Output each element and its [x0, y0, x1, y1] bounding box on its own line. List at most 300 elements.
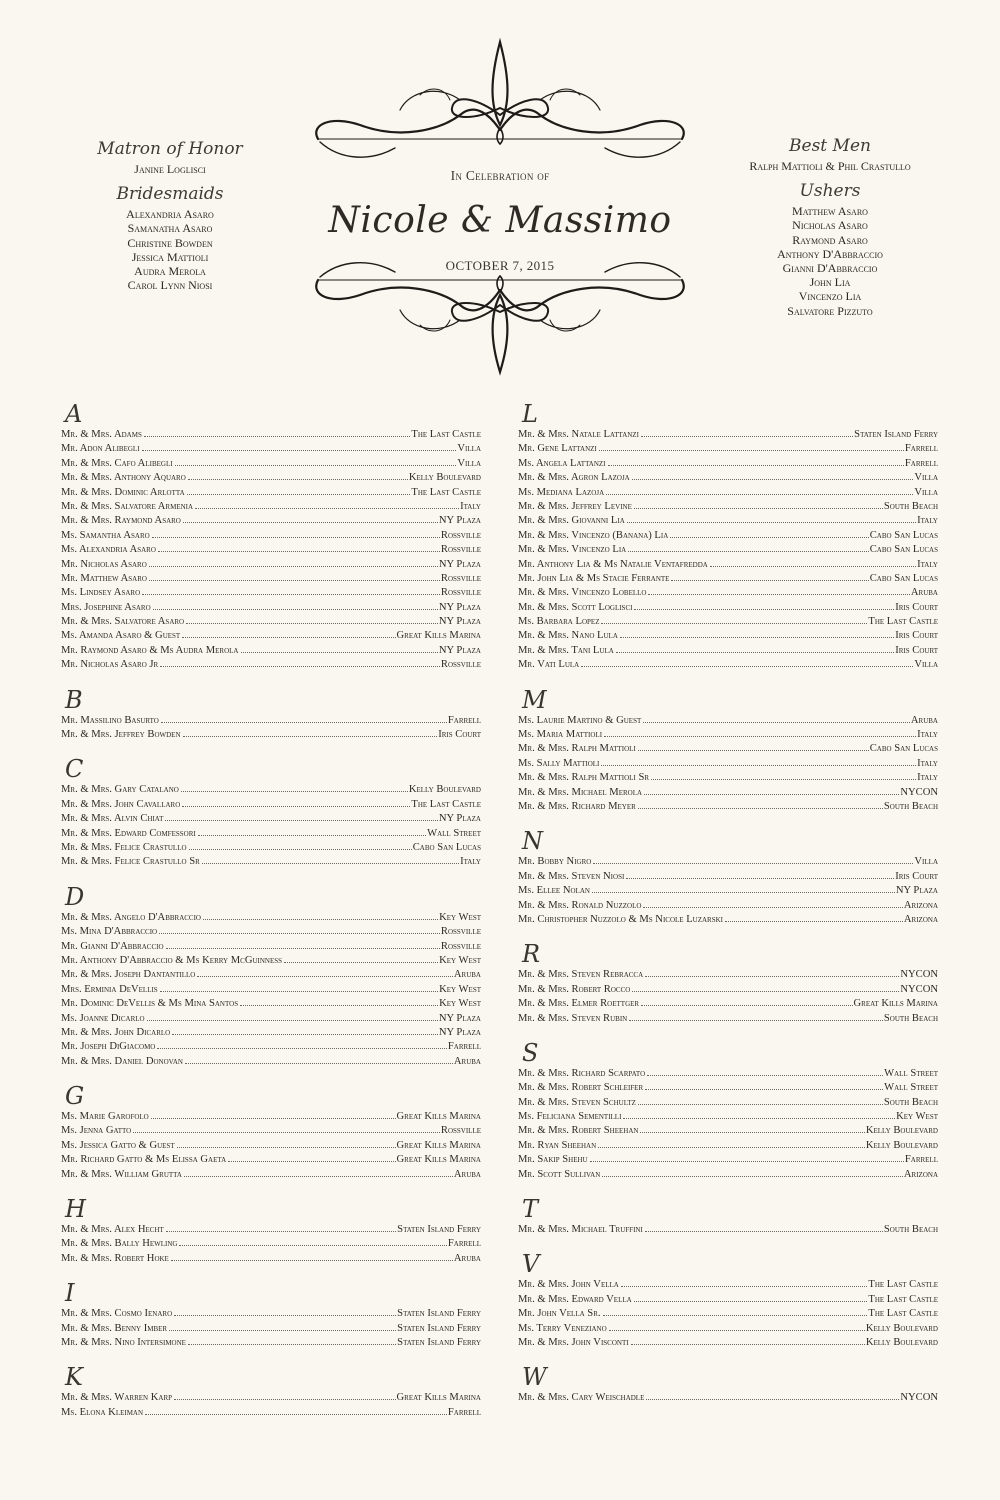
letter-section: [61, 1084, 481, 1183]
table-name: Farrell: [904, 457, 938, 469]
guest-name: Mr. & Mrs. Edward Vella: [518, 1293, 632, 1305]
dotted-leader: [174, 1399, 396, 1400]
guest-row: [61, 1013, 481, 1027]
guest-row: [61, 1125, 481, 1139]
guest-row: [61, 429, 481, 443]
table-name: Aruba: [453, 1168, 481, 1180]
table-name: Key West: [439, 998, 481, 1010]
dotted-leader: [602, 1176, 903, 1177]
table-name: The Last Castle: [868, 1308, 938, 1320]
table-name: Rossville: [440, 940, 481, 952]
dotted-leader: [203, 919, 438, 920]
table-name: Key West: [439, 911, 481, 923]
dotted-leader: [147, 1020, 438, 1021]
guest-column-left: [61, 402, 481, 1435]
guest-name: Mr. Anthony Lia & Ms Natalie Ventafredda: [518, 558, 708, 570]
letter-section: [518, 829, 938, 928]
guest-name: Mr. & Mrs. Alex Hecht: [61, 1224, 164, 1236]
guest-name: Mr. Christopher Nuzzolo & Ms Nicole Luzarski: [518, 913, 723, 925]
section-letter-monogram: A: [65, 400, 83, 428]
letter-section: [518, 1365, 938, 1406]
guest-name: Mr. & Mrs. John Cavallaro: [61, 798, 181, 810]
guest-column-right: [518, 402, 938, 1421]
guest-name: Mr. & Mrs. Warren Karp: [61, 1392, 172, 1404]
dotted-leader: [133, 1132, 440, 1133]
dotted-leader: [626, 878, 894, 879]
guest-row: [518, 772, 938, 786]
dotted-leader: [240, 1005, 438, 1006]
table-name: NY Plaza: [438, 601, 481, 613]
table-name: Rossville: [440, 1125, 481, 1137]
celebration-caption: In Celebration of: [450, 168, 550, 183]
guest-row: [518, 1337, 938, 1351]
guest-row: [61, 587, 481, 601]
party-member-name: Raymond Asaro: [792, 232, 868, 247]
section-letter-monogram: L: [522, 400, 538, 428]
dotted-leader: [228, 1161, 395, 1162]
guest-name: Mr. & Mrs. Daniel Donovan: [61, 1055, 183, 1067]
dotted-leader: [169, 1330, 396, 1331]
table-name: Farrell: [904, 1154, 938, 1166]
table-name: Italy: [917, 558, 938, 570]
guest-row: [61, 1169, 481, 1183]
table-name: Great Kills Marina: [396, 1139, 481, 1151]
dotted-leader: [183, 736, 438, 737]
dotted-leader: [634, 609, 894, 610]
dotted-leader: [160, 991, 438, 992]
dotted-leader: [629, 1020, 883, 1021]
section-letter-monogram: C: [65, 755, 84, 784]
guest-row: [61, 458, 481, 472]
dotted-leader: [145, 1414, 447, 1415]
dotted-leader: [172, 1034, 438, 1035]
guest-row: [518, 630, 938, 644]
table-name: Villa: [914, 472, 938, 484]
guest-row: [518, 998, 938, 1012]
guest-name: Ms. Elona Kleiman: [61, 1406, 144, 1418]
guest-row: [518, 1224, 938, 1238]
dotted-leader: [651, 779, 916, 780]
dotted-leader: [174, 1315, 396, 1316]
dotted-leader: [181, 791, 408, 792]
guest-row: [518, 729, 938, 743]
wedding-party-right: [700, 137, 960, 318]
guest-name: Mr. & Mrs. Adams: [61, 429, 142, 440]
party-member-name: Ralph Mattioli & Phil Crastullo: [749, 159, 911, 173]
party-member-name: Christine Bowden: [127, 235, 213, 250]
guest-row: [518, 530, 938, 544]
table-name: NYCON: [900, 1392, 938, 1404]
guest-row: [61, 813, 481, 827]
guest-name: Mr. & Mrs. Michael Truffini: [518, 1224, 643, 1236]
guest-name: Mr. & Mrs. William Grutta: [61, 1168, 182, 1180]
guest-row: [518, 801, 938, 815]
guest-row: [61, 616, 481, 630]
table-name: Arizona: [903, 1168, 938, 1180]
table-name: Cabo San Lucas: [869, 572, 938, 584]
guest-name: Ms. Jessica Gatto & Guest: [61, 1139, 175, 1151]
dotted-leader: [627, 522, 916, 523]
guest-name: Mr. & Mrs. Salvatore Asaro: [61, 616, 185, 628]
guest-name: Mr. & Mrs. Dominic Arlotta: [61, 486, 185, 498]
guest-name: Mr. & Mrs. John Vella: [518, 1279, 619, 1291]
guest-name: Mr. & Mrs. Tani Lula: [518, 644, 614, 656]
guest-name: Mr. Bobby Nigro: [518, 856, 592, 868]
dotted-leader: [645, 1089, 883, 1090]
dotted-leader: [186, 623, 438, 624]
table-name: NY Plaza: [438, 1012, 481, 1024]
table-name: Farrell: [447, 1041, 481, 1053]
table-name: Cabo San Lucas: [412, 841, 481, 853]
dotted-leader: [189, 849, 412, 850]
table-name: Rossville: [440, 659, 481, 671]
dotted-leader: [160, 666, 440, 667]
guest-name: Mr. & Mrs. Robert Hoke: [61, 1252, 169, 1264]
guest-row: [518, 1140, 938, 1154]
guest-name: Mr. & Mrs. Ronald Nuzzolo: [518, 899, 642, 911]
guest-row: [61, 1308, 481, 1322]
table-name: Italy: [917, 772, 938, 784]
guest-row: [61, 715, 481, 729]
guest-row: [61, 1140, 481, 1154]
guest-name: Mr. & Mrs. Nino Intersimone: [61, 1336, 186, 1348]
dotted-leader: [187, 494, 411, 495]
guest-row: [61, 1337, 481, 1351]
guest-name: Mr. & Mrs. Angelo D'Abbraccio: [61, 911, 201, 923]
guest-name: Mr. & Mrs. Bally Hewling: [61, 1238, 178, 1250]
guest-row: [61, 559, 481, 573]
table-name: Rossville: [440, 587, 481, 599]
guest-name: Mr. & Mrs. Jeffrey Bowden: [61, 729, 181, 741]
table-name: Great Kills Marina: [396, 1111, 481, 1123]
guest-name: Mr. & Mrs. Ralph Mattioli Sr: [518, 772, 649, 784]
dotted-leader: [671, 580, 868, 581]
dotted-leader: [620, 637, 894, 638]
table-name: Iris Court: [895, 601, 938, 613]
dotted-leader: [632, 479, 914, 480]
table-name: The Last Castle: [868, 616, 938, 628]
section-letter-monogram: S: [522, 1038, 539, 1067]
party-role-heading: Bridesmaids: [116, 184, 224, 205]
guest-row: [518, 645, 938, 659]
table-name: South Beach: [883, 1224, 938, 1236]
guest-name: Mr. & Mrs. Cosmo Ienaro: [61, 1308, 173, 1320]
dotted-leader: [603, 1315, 868, 1316]
guest-row: [518, 659, 938, 673]
guest-name: Mr. Ryan Sheehan: [518, 1139, 597, 1151]
dotted-leader: [628, 551, 868, 552]
dotted-leader: [590, 1161, 904, 1162]
section-letter-monogram: G: [65, 1082, 85, 1111]
party-member-name: Samanatha Asaro: [127, 221, 213, 236]
guest-row: [61, 998, 481, 1012]
table-name: Staten Island Ferry: [397, 1322, 481, 1334]
guest-name: Mr. Nicholas Asaro: [61, 558, 147, 570]
party-member-name: Salvatore Pizzuto: [787, 303, 873, 318]
guest-row: [61, 472, 481, 486]
table-name: Wall Street: [884, 1082, 938, 1094]
dotted-leader: [638, 1104, 883, 1105]
table-name: NYCON: [900, 786, 938, 798]
guest-row: [61, 1407, 481, 1421]
guest-row: [61, 645, 481, 659]
guest-row: [518, 969, 938, 983]
table-name: Farrell: [447, 1406, 481, 1418]
letter-section: [61, 402, 481, 674]
party-member-name: Alexandria Asaro: [126, 207, 214, 222]
guest-name: Mr. Scott Sullivan: [518, 1168, 601, 1180]
table-name: NY Plaza: [895, 885, 938, 897]
table-name: Great Kills Marina: [396, 630, 481, 642]
table-name: Italy: [460, 500, 481, 512]
dotted-leader: [182, 806, 410, 807]
guest-name: Ms. Terry Veneziano: [518, 1322, 607, 1334]
dotted-leader: [593, 863, 913, 864]
dotted-leader: [144, 436, 411, 437]
dotted-leader: [632, 991, 899, 992]
table-name: Key West: [439, 954, 481, 966]
guest-row: [61, 729, 481, 743]
dotted-leader: [608, 465, 904, 466]
guest-name: Mr. & Mrs. Vincenzo Lobello: [518, 587, 647, 599]
table-name: Kelly Boulevard: [408, 784, 481, 796]
dotted-leader: [641, 1005, 852, 1006]
dotted-leader: [171, 1260, 453, 1261]
table-name: Kelly Boulevard: [865, 1139, 938, 1151]
guest-row: [518, 1294, 938, 1308]
dotted-leader: [198, 835, 426, 836]
dotted-leader: [601, 765, 916, 766]
guest-name: Ms. Maria Mattioli: [518, 729, 603, 741]
guest-row: [61, 1027, 481, 1041]
dotted-leader: [166, 1231, 396, 1232]
guest-row: [61, 443, 481, 457]
guest-row: [61, 926, 481, 940]
guest-name: Mr. John Vella Sr.: [518, 1308, 601, 1320]
guest-row: [518, 1068, 938, 1082]
party-member-name: Gianni D'Abbraccio: [782, 261, 878, 276]
section-letter-monogram: N: [522, 827, 543, 856]
guest-name: Mr. & Mrs. Alvin Chiat: [61, 813, 164, 825]
dotted-leader: [581, 666, 913, 667]
guest-name: Mr. Matthew Asaro: [61, 572, 147, 584]
guest-row: [518, 1125, 938, 1139]
table-name: South Beach: [883, 1012, 938, 1024]
guest-row: [61, 969, 481, 983]
table-name: Villa: [457, 457, 481, 469]
guest-row: [61, 1323, 481, 1337]
guest-row: [518, 743, 938, 757]
guest-name: Mr. Dominic DeVellis & Ms Mina Santos: [61, 998, 239, 1010]
guest-name: Mr. Nicholas Asaro Jr: [61, 659, 159, 671]
table-name: The Last Castle: [411, 798, 481, 810]
dotted-leader: [621, 1286, 868, 1287]
table-name: Aruba: [453, 1252, 481, 1264]
guest-name: Mr. & Mrs. Jeffrey Levine: [518, 500, 632, 512]
section-letter-monogram: T: [522, 1195, 539, 1224]
guest-name: Mr. & Mrs. Richard Scarpato: [518, 1067, 646, 1079]
dotted-leader: [645, 1231, 883, 1232]
guest-name: Mr. Vati Lula: [518, 659, 580, 671]
guest-row: [518, 856, 938, 870]
dotted-leader: [152, 537, 440, 538]
guest-name: Mr. & Mrs. Cafo Alibegli: [61, 457, 173, 469]
guest-name: Mr. Joseph DiGiacomo: [61, 1041, 156, 1053]
letter-section: [61, 1365, 481, 1421]
guest-name: Mr. & Mrs. Robert Schleifer: [518, 1082, 644, 1094]
guest-name: Mr. Adon Alibegli: [61, 443, 140, 455]
dotted-leader: [149, 580, 440, 581]
dotted-leader: [634, 508, 883, 509]
party-role-heading: Ushers: [799, 181, 861, 202]
letter-section: [61, 685, 481, 744]
guest-name: Mr. & Mrs. Felice Crastullo Sr: [61, 856, 200, 868]
section-letter-monogram: M: [522, 685, 547, 714]
dotted-leader: [616, 652, 894, 653]
dotted-leader: [592, 892, 895, 893]
guest-row: [61, 1041, 481, 1055]
guest-name: Mr. & Mrs. Benny Imber: [61, 1322, 168, 1334]
guest-row: [61, 828, 481, 842]
dotted-leader: [153, 609, 438, 610]
table-name: Farrell: [904, 443, 938, 455]
party-member-name: Vincenzo Lia: [798, 289, 862, 304]
dotted-leader: [644, 794, 899, 795]
guest-name: Mr. & Mrs. Nano Lula: [518, 630, 618, 642]
dotted-leader: [606, 494, 913, 495]
guest-row: [518, 559, 938, 573]
guest-name: Ms. Joanne Dicarlo: [61, 1012, 145, 1024]
guest-name: Mr. & Mrs. Gary Catalano: [61, 784, 179, 796]
guest-name: Ms. Marie Garofolo: [61, 1111, 149, 1123]
letter-section: [61, 882, 481, 1070]
guest-name: Ms. Mediana Lazoja: [518, 486, 605, 498]
guest-row: [518, 429, 938, 443]
guest-row: [61, 1056, 481, 1070]
guest-name: Ms. Alexandria Asaro: [61, 544, 156, 556]
guest-row: [61, 1392, 481, 1406]
party-member-name: Audra Merola: [134, 264, 206, 279]
guest-row: [518, 1169, 938, 1183]
guest-name: Mr. & Mrs. Michael Merola: [518, 786, 643, 798]
guest-name: Mrs. Erminia DeVellis: [61, 983, 158, 995]
guest-row: [61, 984, 481, 998]
table-name: Arizona: [903, 899, 938, 911]
section-letter-monogram: B: [65, 685, 83, 714]
table-name: Wall Street: [427, 827, 481, 839]
table-name: NYCON: [900, 983, 938, 995]
dotted-leader: [647, 1075, 883, 1076]
party-member-name: Janine Loglisci: [134, 162, 206, 176]
guest-name: Mr. & Mrs. Salvatore Armenia: [61, 500, 194, 512]
table-name: Iris Court: [438, 729, 481, 741]
guest-name: Mr. Raymond Asaro & Ms Audra Merola: [61, 644, 239, 656]
guest-row: [518, 984, 938, 998]
dotted-leader: [183, 522, 438, 523]
guest-name: Mr. & Mrs. Agron Lazoja: [518, 472, 630, 484]
guest-name: Mr. Massilino Basurto: [61, 714, 159, 726]
section-letter-monogram: D: [65, 882, 85, 911]
dotted-leader: [648, 594, 909, 595]
dotted-leader: [645, 976, 899, 977]
guest-row: [61, 659, 481, 673]
guest-name: Mr. Gianni D'Abbraccio: [61, 940, 164, 952]
guest-row: [518, 458, 938, 472]
dotted-leader: [601, 623, 867, 624]
table-name: NY Plaza: [438, 644, 481, 656]
dotted-leader: [623, 1118, 895, 1119]
letter-section: [61, 1281, 481, 1351]
dotted-leader: [165, 820, 438, 821]
table-name: Key West: [439, 983, 481, 995]
guest-name: Mr. & Mrs. Joseph Dantantillo: [61, 969, 196, 981]
guest-name: Mr. & Mrs. Giovanni Lia: [518, 515, 625, 527]
guest-name: Mr. & Mrs. Elmer Roettger: [518, 998, 640, 1010]
letter-section: [518, 402, 938, 674]
table-name: Staten Island Ferry: [397, 1224, 481, 1236]
dotted-leader: [631, 1344, 865, 1345]
party-member-name: Matthew Asaro: [792, 204, 868, 219]
dotted-leader: [151, 1118, 396, 1119]
guest-row: [61, 842, 481, 856]
guest-name: Ms. Feliciana Sementilli: [518, 1111, 622, 1123]
dotted-leader: [179, 1245, 446, 1246]
table-name: The Last Castle: [868, 1279, 938, 1291]
guest-name: Mr. Sakip Shehu: [518, 1154, 588, 1166]
table-name: Villa: [914, 659, 938, 671]
letter-section: [518, 942, 938, 1027]
guest-row: [61, 630, 481, 644]
letter-section: [61, 757, 481, 870]
couple-names: Nicole & Massimo: [328, 200, 672, 241]
dotted-leader: [202, 863, 459, 864]
table-name: Farrell: [447, 1238, 481, 1250]
dotted-leader: [161, 722, 447, 723]
table-name: The Last Castle: [411, 486, 481, 498]
guest-row: [61, 784, 481, 798]
guest-name: Mr. & Mrs. Edward Comfessori: [61, 827, 196, 839]
dotted-leader: [643, 907, 902, 908]
table-name: Staten Island Ferry: [397, 1336, 481, 1348]
table-name: Rossville: [440, 572, 481, 584]
table-name: Italy: [460, 856, 481, 868]
guest-name: Ms. Samantha Asaro: [61, 529, 150, 541]
guest-name: Mr. & Mrs. Ralph Mattioli: [518, 743, 636, 755]
guest-name: Mr. & Mrs. Steven Rubin: [518, 1012, 628, 1024]
party-member-name: John Lia: [809, 275, 851, 290]
table-name: Kelly Boulevard: [865, 1125, 938, 1137]
guest-row: [518, 1097, 938, 1111]
guest-name: Mr. & Mrs. Felice Crastullo: [61, 841, 187, 853]
guest-row: [518, 914, 938, 928]
party-member-name: Nicholas Asaro: [792, 218, 868, 233]
table-name: Great Kills Marina: [853, 998, 938, 1010]
table-name: NY Plaza: [438, 558, 481, 570]
table-name: NY Plaza: [438, 1026, 481, 1038]
guest-row: [518, 758, 938, 772]
guest-name: Mr. & Mrs. Cary Weischadle: [518, 1392, 645, 1404]
guest-row: [518, 602, 938, 616]
guest-row: [518, 515, 938, 529]
wedding-date: OCTOBER 7, 2015: [445, 258, 555, 273]
guest-row: [518, 885, 938, 899]
guest-row: [61, 515, 481, 529]
dotted-leader: [157, 1048, 447, 1049]
dotted-leader: [638, 808, 883, 809]
section-letter-monogram: H: [65, 1195, 86, 1224]
guest-row: [518, 544, 938, 558]
guest-name: Mr. & Mrs. Vincenzo Lia: [518, 544, 627, 556]
